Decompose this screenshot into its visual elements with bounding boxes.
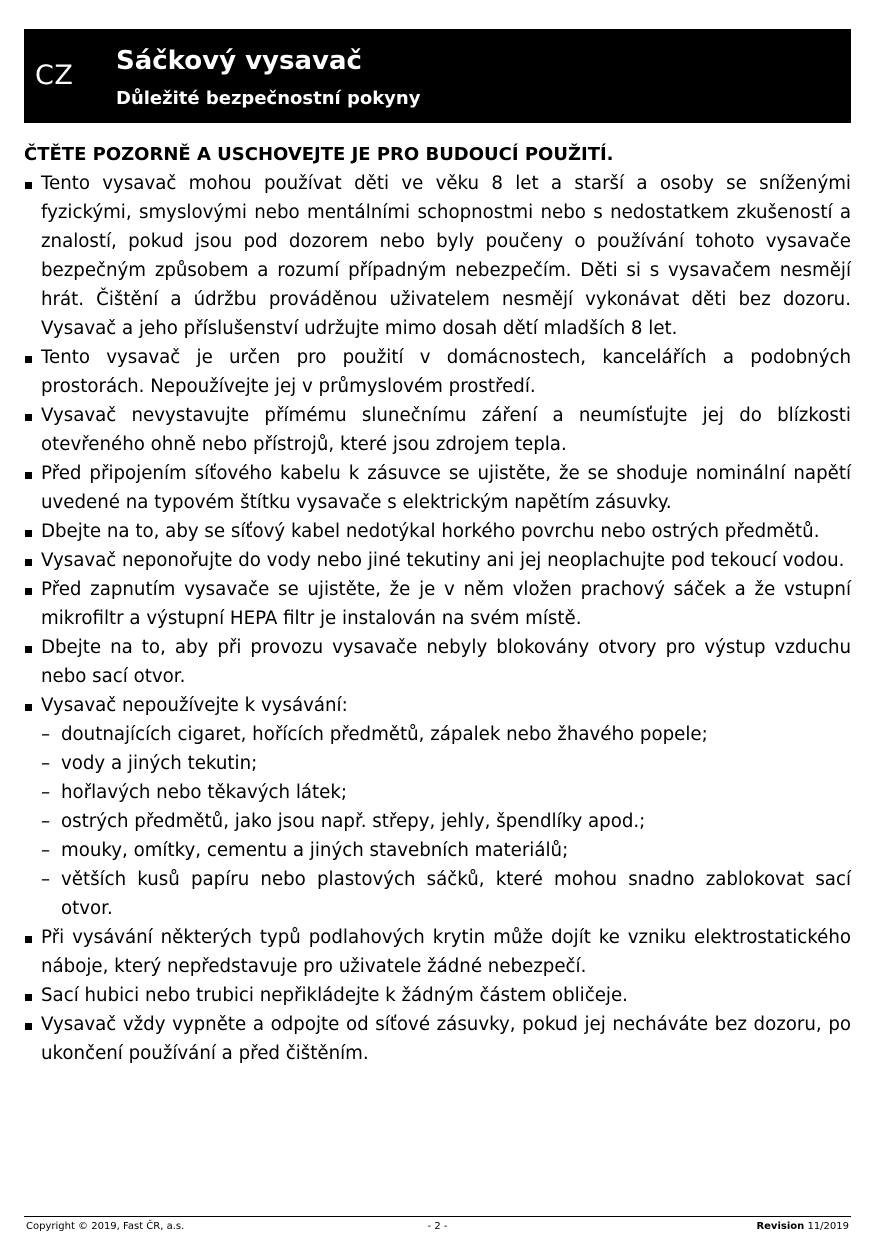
list-item-text: Před připojením síťového kabelu k zásuvce se ujistěte, že se shoduje nominální napětí uvedené na typovém štítku vysavače s elektrickým napětím zásuvky.	[41, 463, 851, 513]
list-item	[24, 575, 851, 633]
bullet-icon	[25, 559, 32, 566]
bullet-icon	[25, 472, 32, 479]
list-item-text: Před zapnutím vysavače se ujistěte, že je v něm vložen prachový sáček a že vstupní mikrofiltr a výstupní HEPA filtr je instalován na svém místě.	[41, 579, 851, 629]
dash-marker: –	[41, 753, 51, 774]
page-number: - 2 -	[427, 1221, 448, 1232]
document-title: Sáčkový vysavač	[116, 46, 362, 76]
list-item	[24, 923, 851, 981]
sublist-item	[41, 836, 851, 865]
dash-marker: –	[41, 782, 51, 803]
sublist-item	[41, 778, 851, 807]
sublist-item-text: doutnajících cigaret, hořících předmětů, zápalek nebo žhavého popele;	[61, 724, 708, 745]
list-item	[24, 343, 851, 401]
sublist-item-text: ostrých předmětů, jako jsou např. střepy, jehly, špendlíky apod.;	[61, 811, 646, 832]
sublist-item-text: mouky, omítky, cementu a jiných stavebních materiálů;	[61, 840, 569, 861]
dash-marker: –	[41, 724, 51, 745]
list-item-text: Tento vysavač mohou používat děti ve věku 8 let a starší a osoby se sníženými fyzickými, smyslovými nebo mentálními schopnostmi nebo s nedostatkem zkušeností a znalostí, pokud jsou pod dozorem nebo byly poučeny o používání tohoto vysavače bezpečným způsobem a rozumí případným nebezpečím. Děti si s vysavačem nesmějí hrát. Čištění a údržbu prováděnou uživatelem nesmějí vykonávat děti bez dozoru. Vysavač a jeho příslušenství udržujte mimo dosah dětí mladších 8 let.	[41, 173, 851, 339]
sublist-item-text: hořlavých nebo těkavých látek;	[61, 782, 348, 803]
intro-heading: ČTĚTE POZORNĚ A USCHOVEJTE JE PRO BUDOUCÍ POUŽITÍ.	[24, 144, 614, 165]
list-item	[24, 459, 851, 517]
restriction-sublist	[41, 720, 851, 923]
list-item-text: Vysavač neponořujte do vody nebo jiné tekutiny ani jej neoplachujte pod tekoucí vodou.	[41, 550, 845, 571]
document-subtitle: Důležité bezpečnostní pokyny	[116, 88, 421, 109]
bullet-icon	[25, 1023, 32, 1030]
list-item	[24, 401, 851, 459]
list-item-text: Sací hubici nebo trubici nepřikládejte k žádným částem obličeje.	[41, 985, 628, 1006]
bullet-icon	[25, 704, 32, 711]
list-item-text: Vysavač nevystavujte přímému slunečnímu záření a neumísťujte jej do blízkosti otevřeného ohně nebo přístrojů, které jsou zdrojem tepla.	[41, 405, 851, 455]
list-item	[24, 517, 851, 546]
page-footer	[24, 1219, 851, 1235]
sublist-item	[41, 807, 851, 836]
list-item-text: Při vysávání některých typů podlahových krytin může dojít ke vzniku elektrostatického náboje, který nepředstavuje pro uživatele žádné nebezpečí.	[41, 927, 851, 977]
dash-marker: –	[41, 869, 51, 890]
sublist-item	[41, 749, 851, 778]
list-item	[24, 981, 851, 1010]
list-item	[24, 633, 851, 691]
list-item-text: Dbejte na to, aby se síťový kabel nedotýkal horkého povrchu nebo ostrých předmětů.	[41, 521, 820, 542]
document-header	[24, 29, 851, 123]
bullet-icon	[25, 356, 32, 363]
bullet-icon	[25, 936, 32, 943]
bullet-icon	[25, 414, 32, 421]
bullet-icon	[25, 182, 32, 189]
list-item-text: Tento vysavač je určen pro použití v domácnostech, kancelářích a podobných prostorách. Nepoužívejte jej v průmyslovém prostředí.	[41, 347, 851, 397]
bullet-icon	[25, 530, 32, 537]
list-item-text: Vysavač vždy vypněte a odpojte od síťové zásuvky, pokud jej necháváte bez dozoru, po ukončení používání a před čištěním.	[41, 1014, 851, 1064]
revision-date: 11/2019	[807, 1221, 849, 1232]
sublist-item	[41, 720, 851, 749]
bullet-icon	[25, 994, 32, 1001]
list-item-text: Dbejte na to, aby při provozu vysavače nebyly blokovány otvory pro výstup vzduchu nebo sací otvor.	[41, 637, 851, 687]
bullet-icon	[25, 646, 32, 653]
copyright-text: Copyright © 2019, Fast ČR, a.s.	[26, 1221, 185, 1232]
list-item-text: Vysavač nepoužívejte k vysávání:	[41, 695, 348, 716]
footer-divider	[24, 1216, 851, 1217]
list-item	[24, 546, 851, 575]
revision-label: Revision	[756, 1221, 805, 1232]
dash-marker: –	[41, 811, 51, 832]
sublist-item	[41, 865, 851, 923]
document-body	[24, 140, 851, 1068]
list-item	[24, 169, 851, 343]
bullet-icon	[25, 588, 32, 595]
revision-info	[756, 1219, 849, 1235]
sublist-item-text: vody a jiných tekutin;	[61, 753, 258, 774]
list-item-vacuum-restrictions	[24, 691, 851, 923]
dash-marker: –	[41, 840, 51, 861]
list-item	[24, 1010, 851, 1068]
sublist-item-text: větších kusů papíru nebo plastových sáčků, které mohou snadno zablokovat sací otvor.	[61, 869, 851, 919]
language-code: CZ	[35, 60, 74, 91]
safety-list	[24, 169, 851, 1068]
